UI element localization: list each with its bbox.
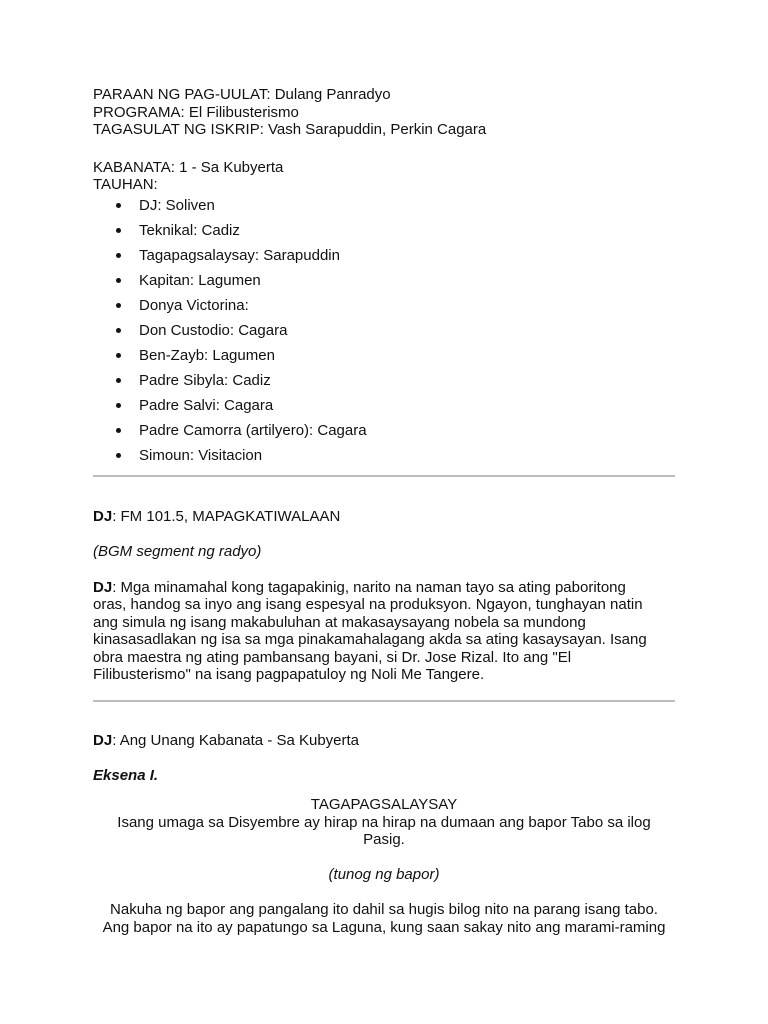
cast-item: Don Custodio: Cagara — [93, 321, 675, 346]
narration-text: Nakuha ng bapor ang pangalang ito dahil sa hugis bilog nito na parang isang tabo. — [110, 901, 658, 918]
narration-block — [86, 796, 682, 936]
cast-list — [93, 196, 675, 471]
dialogue-text: kinasasadlakan ng isa sa mga pinakamahalagang akda sa ating kasaysayan. Isang — [93, 631, 647, 648]
cast-item: Ben-Zayb: Lagumen — [93, 346, 675, 371]
cast-item: Kapitan: Lagumen — [93, 271, 675, 296]
dialogue-text: ang simula ng isang makabuluhan at makasaysayang nobela sa mundong — [93, 613, 586, 631]
scene-heading: Eksena I. — [93, 767, 159, 784]
speaker-label: DJ — [93, 731, 113, 749]
dj-line-3 — [93, 732, 675, 750]
dialogue-text: obra maestra ng ating pambansang bayani, si Dr. Jose Rizal. Ito ang "El — [93, 648, 572, 666]
speaker-label: DJ — [93, 578, 113, 596]
narrator-label: TAGAPAGSALAYSAY — [310, 796, 458, 813]
bgm-cue: (BGM segment ng radyo) — [93, 543, 262, 560]
cast-item: Simoun: Visitacion — [93, 446, 675, 471]
narration-text: Pasig. — [363, 831, 405, 848]
dialogue-text: : Mga minamahal kong tagapakinig, narito na naman tayo sa ating paboritong — [112, 578, 626, 596]
dialogue-text: : Ang Unang Kabanata - Sa Kubyerta — [112, 731, 360, 749]
cast-item: Padre Sibyla: Cadiz — [93, 371, 675, 396]
cast-item: DJ: Soliven — [93, 196, 675, 221]
kabanata-line: KABANATA: 1 - Sa Kubyerta — [93, 158, 284, 176]
cast-item: Teknikal: Cadiz — [93, 221, 675, 246]
dialogue-text: : FM 101.5, MAPAGKATIWALAAN — [112, 507, 341, 525]
cast-item: Tagapagsalaysay: Sarapuddin — [93, 246, 675, 271]
document-content — [93, 86, 675, 785]
sound-cue: (tunog ng bapor) — [328, 865, 440, 883]
dj-line-2 — [93, 579, 675, 684]
tauhan-label: TAUHAN: — [93, 176, 158, 193]
cast-item: Padre Camorra (artilyero): Cagara — [93, 421, 675, 446]
paraan-line: PARAAN NG PAG-UULAT: Dulang Panradyo — [93, 86, 391, 103]
cast-item: Donya Victorina: — [93, 296, 675, 321]
cast-item: Padre Salvi: Cagara — [93, 396, 675, 421]
tagasulat-line: TAGASULAT NG ISKRIP: Vash Sarapuddin, Perkin Cagara — [93, 121, 487, 138]
narration-text: Isang umaga sa Disyembre ay hirap na hirap na dumaan ang bapor Tabo sa ilog — [117, 813, 651, 831]
narration-text: Ang bapor na ito ay papatungo sa Laguna, kung saan sakay nito ang marami-raming — [102, 918, 666, 936]
speaker-label: DJ — [93, 507, 113, 525]
programa-line: PROGRAMA: El Filibusterismo — [93, 103, 299, 121]
dialogue-text: oras, handog sa inyo ang isang espesyal na produksyon. Ngayon, tunghayan natin — [93, 596, 643, 613]
dj-line-1 — [93, 508, 675, 526]
dialogue-text: Filibusterismo" na isang pagpapatuloy ng Noli Me Tangere. — [93, 666, 485, 683]
